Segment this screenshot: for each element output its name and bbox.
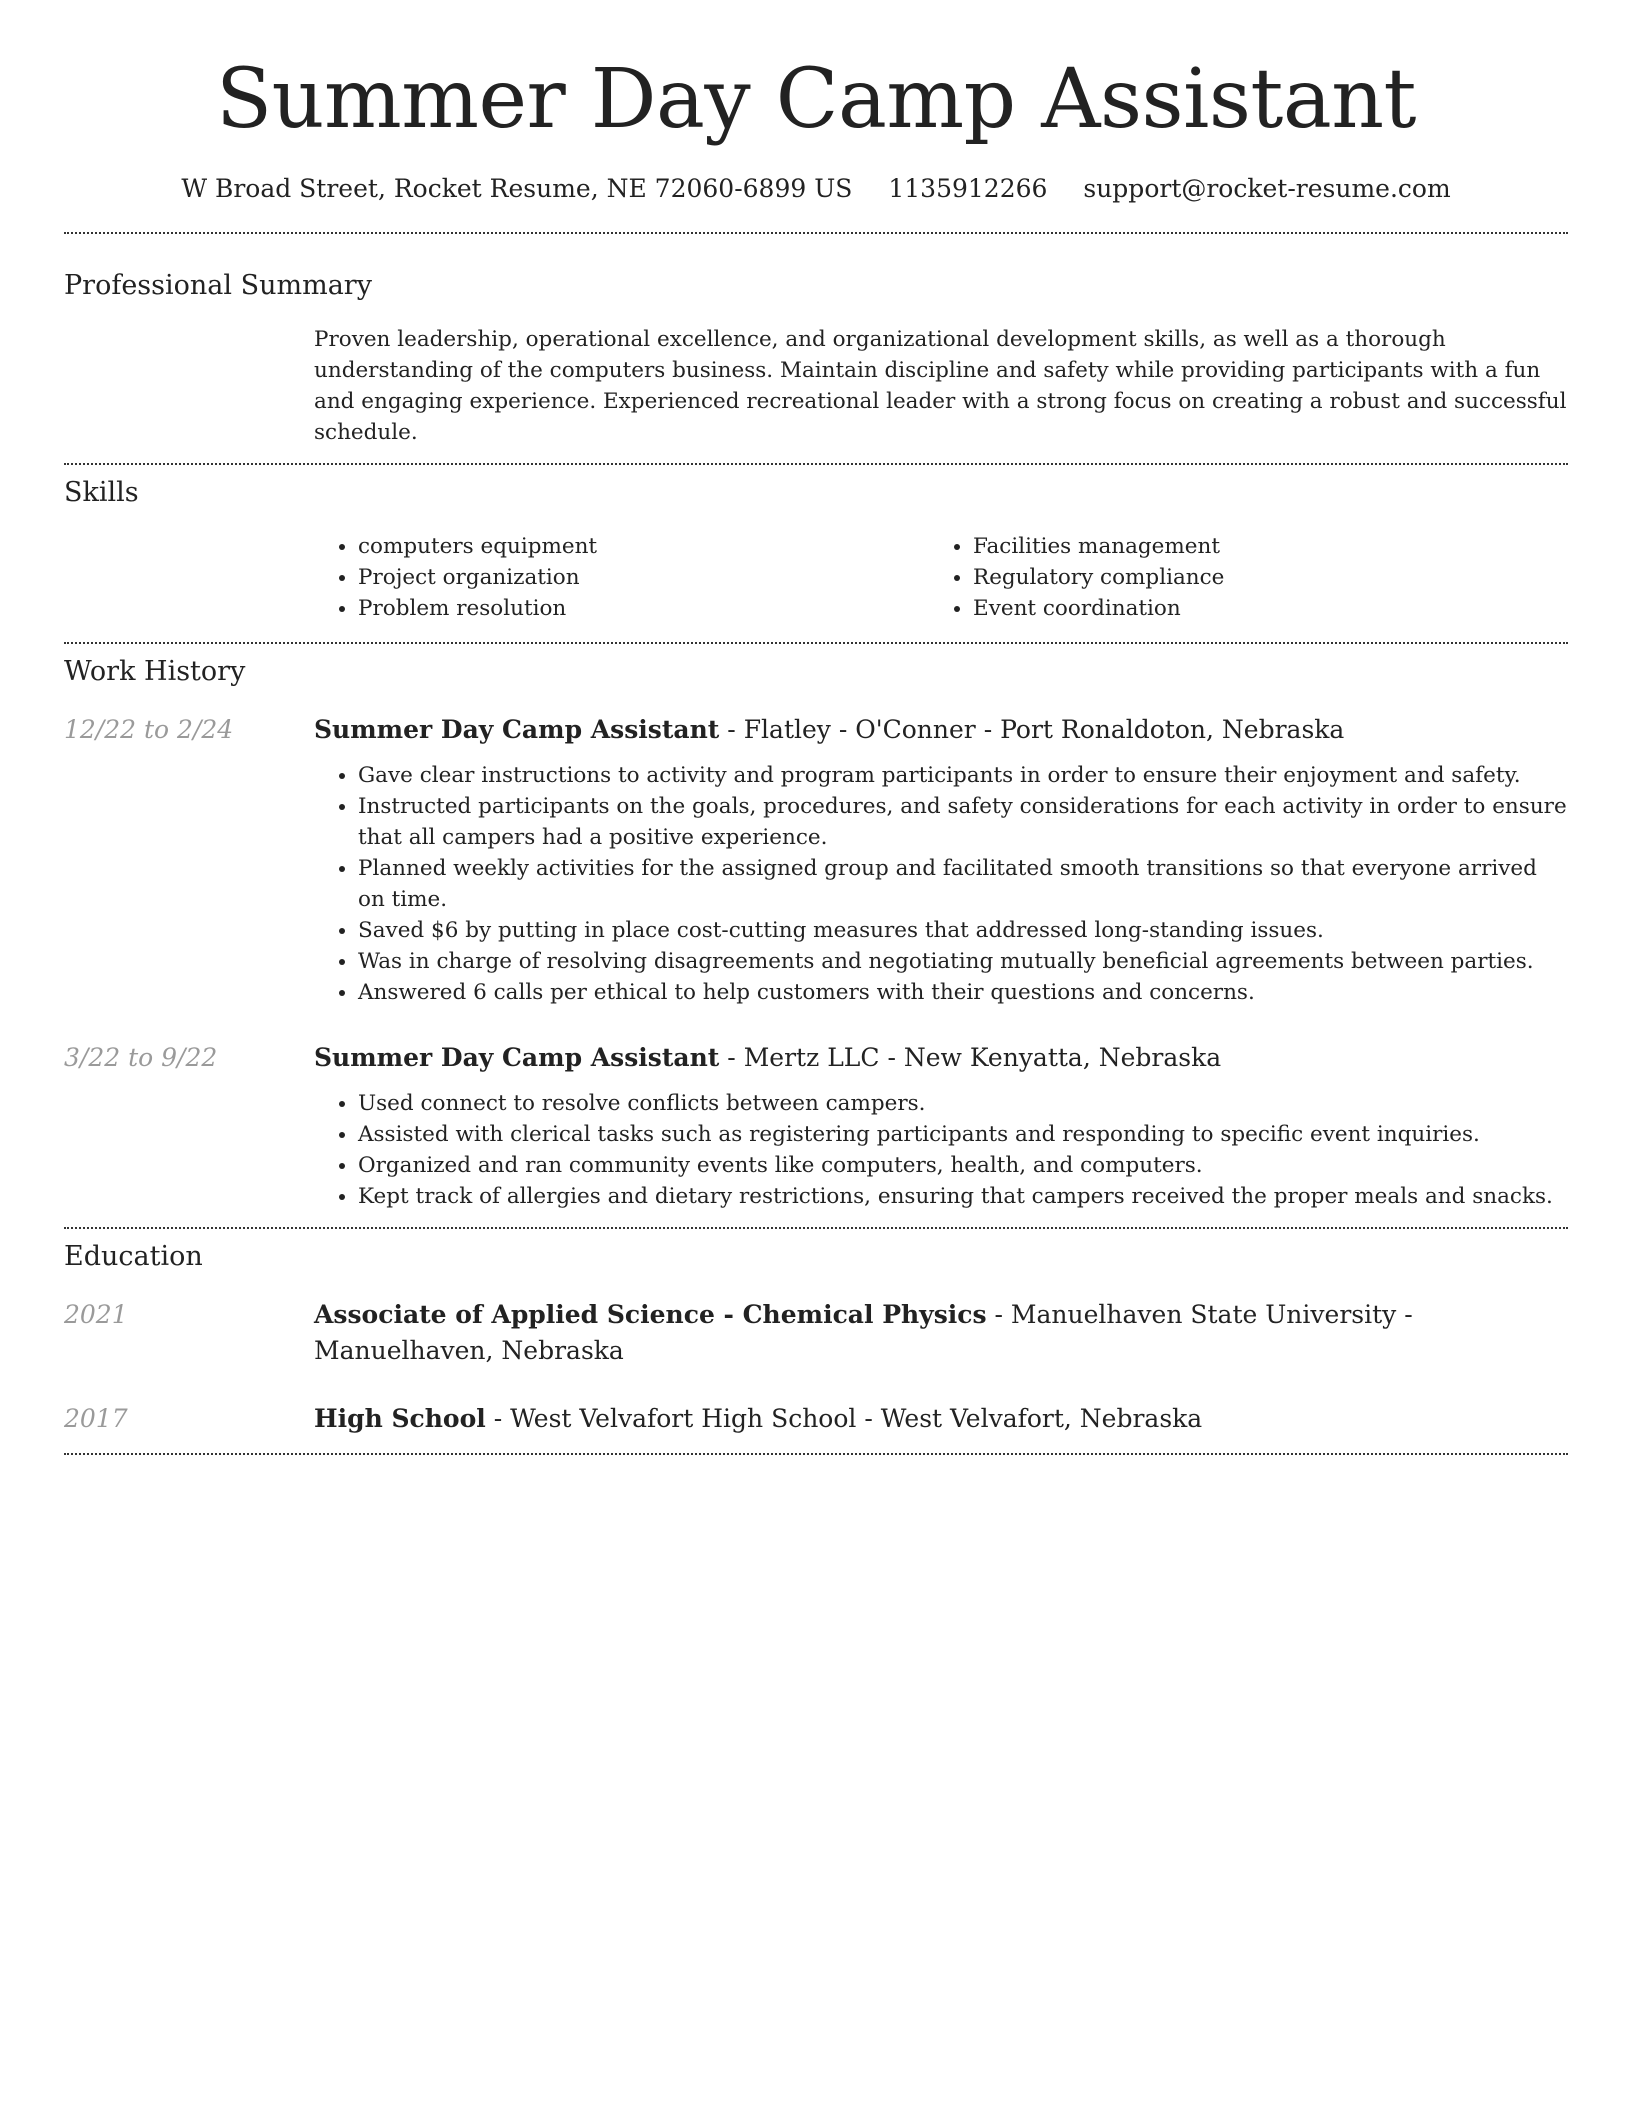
job-title: Summer Day Camp Assistant	[314, 1043, 720, 1072]
summary-section	[64, 234, 1568, 448]
education-entry	[64, 1401, 1568, 1437]
skills-column-left	[314, 531, 929, 624]
education-entry	[64, 1297, 1568, 1369]
education-degree: High School	[314, 1404, 486, 1433]
education-heading	[314, 1297, 1568, 1369]
job-details	[314, 1040, 1568, 1212]
job-bullet: • Planned weekly activities for the assigned group and facilitated smooth transitions so that everyone arrived on time.	[358, 853, 1568, 915]
divider	[64, 1453, 1568, 1455]
job-date: 12/22 to 2/24	[64, 715, 234, 744]
contact-address: W Broad Street, Rocket Resume, NE 72060-6899 US	[181, 174, 853, 203]
job-bullet: • Assisted with clerical tasks such as registering participants and responding to specific event inquiries.	[358, 1119, 1568, 1150]
job-bullet: • Was in charge of resolving disagreements and negotiating mutually beneficial agreements between parties.	[358, 946, 1568, 977]
job-entry	[64, 1040, 1568, 1212]
job-bullet: • Saved $6 by putting in place cost-cutting measures that addressed long-standing issues.	[358, 915, 1568, 946]
education-date: 2017	[64, 1404, 128, 1433]
skills-list	[314, 531, 1568, 624]
education-section	[64, 1229, 1568, 1437]
skill-item: • Regulatory compliance	[973, 562, 1544, 593]
job-company-location: - Flatley - O'Conner - Port Ronaldoton, Nebraska	[719, 715, 1345, 744]
summary-text: Proven leadership, operational excellence, and organizational development skills, as well as a thorough understanding of the computers business. Maintain discipline and safety while providing participants with a fun and engaging experience. Experienced recreational leader with a strong focus on creating a robust and successful schedule.	[314, 327, 1567, 445]
resume-name: Summer Day Camp Assistant	[215, 52, 1417, 147]
job-bullet: • Organized and ran community events like computers, health, and computers.	[358, 1150, 1568, 1181]
education-title: Education	[64, 1241, 203, 1272]
education-school-location: - Manuelhaven State University - Manuelhaven, Nebraska	[314, 1300, 1413, 1365]
skill-item: • Facilities management	[973, 531, 1544, 562]
skill-item: • computers equipment	[358, 531, 929, 562]
education-degree: Associate of Applied Science - Chemical Physics	[314, 1300, 987, 1329]
skills-column-right	[929, 531, 1544, 624]
skill-item: • Problem resolution	[358, 593, 929, 624]
education-heading	[314, 1401, 1568, 1437]
job-heading	[314, 712, 1568, 748]
contact-line	[64, 172, 1568, 206]
summary-title: Professional Summary	[64, 270, 372, 301]
skills-title: Skills	[64, 477, 139, 508]
skill-item: • Event coordination	[973, 593, 1544, 624]
job-bullets	[314, 760, 1568, 1008]
resume-page	[64, 0, 1568, 1455]
work-title: Work History	[64, 656, 246, 687]
skill-item: • Project organization	[358, 562, 929, 593]
job-date: 3/22 to 9/22	[64, 1043, 218, 1072]
job-bullet: • Kept track of allergies and dietary restrictions, ensuring that campers received the proper meals and snacks.	[358, 1181, 1568, 1212]
job-entry	[64, 712, 1568, 1008]
job-company-location: - Mertz LLC - New Kenyatta, Nebraska	[719, 1043, 1222, 1072]
job-bullet: • Instructed participants on the goals, procedures, and safety considerations for each activity in order to ensure that all campers had a positive experience.	[358, 791, 1568, 853]
education-date: 2021	[64, 1300, 128, 1329]
education-school-location: - West Velvafort High School - West Velvafort, Nebraska	[485, 1404, 1203, 1433]
job-title: Summer Day Camp Assistant	[314, 715, 720, 744]
skills-section	[64, 465, 1568, 624]
work-section	[64, 644, 1568, 1212]
job-bullet: • Used connect to resolve conflicts between campers.	[358, 1088, 1568, 1119]
contact-email: support@rocket-resume.com	[1083, 174, 1451, 203]
job-bullet: • Gave clear instructions to activity and program participants in order to ensure their enjoyment and safety.	[358, 760, 1568, 791]
job-details	[314, 712, 1568, 1008]
contact-phone: 1135912266	[888, 174, 1048, 203]
job-bullet: • Answered 6 calls per ethical to help customers with their questions and concerns.	[358, 977, 1568, 1008]
job-heading	[314, 1040, 1568, 1076]
job-bullets	[314, 1088, 1568, 1212]
